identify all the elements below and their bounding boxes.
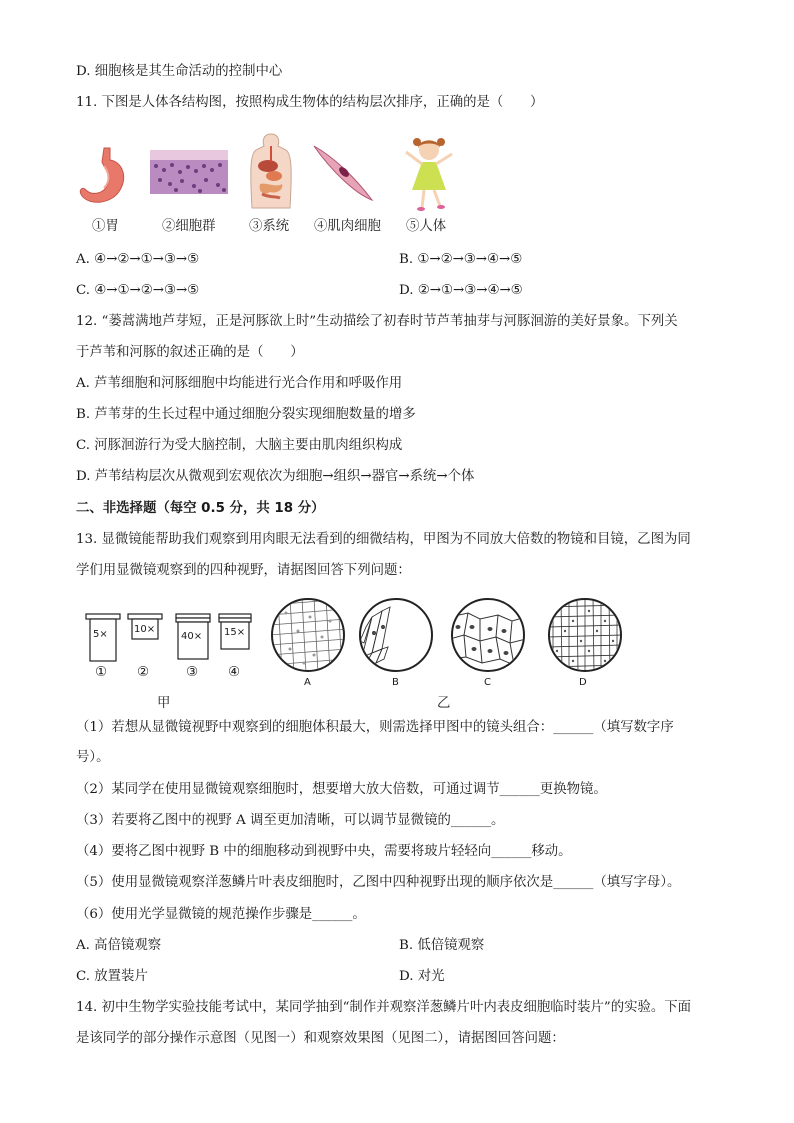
q13-sub4: （4）要将乙图中视野 B 中的细胞移动到视野中央，需要将玻片轻轻向______移动。 xyxy=(76,844,572,859)
q13-sub5: （5）使用显微镜观察洋葱鳞片叶表皮细胞时，乙图中四种视野出现的顺序依次是______（填写字母）。 xyxy=(76,875,681,890)
question-13-line1: 13. 显微镜能帮助我们观察到用肉眼无法看到的细微结构，甲图为不同放大倍数的物镜和目镜，乙图为同 xyxy=(76,532,691,547)
figure-yi-label: 乙 xyxy=(437,696,451,711)
question-14-line2: 是该同学的部分操作示意图（见图一）和观察效果图（见图二），请据图回答问题： xyxy=(76,1031,565,1046)
girl-icon xyxy=(400,134,458,212)
view-c-label: C xyxy=(484,677,491,688)
view-a-label: A xyxy=(304,677,311,688)
question-11: 11. 下图是人体各结构图，按照构成生物体的结构层次排序，正确的是（ ） xyxy=(76,95,544,110)
question-12-line2: 于芦苇和河豚的叙述正确的是（ ） xyxy=(76,345,304,360)
lens-3-number: ③ xyxy=(186,665,199,680)
q13-sub6-option-c: C. 放置装片 xyxy=(76,969,148,984)
question-14-line1: 14. 初中生物学实验技能考试中，某同学抽到“制作并观察洋葱鳞片叶内表皮细胞临时装片”的实验。下面 xyxy=(76,1000,692,1015)
q13-sub6-option-b: B. 低倍镜观察 xyxy=(399,938,485,953)
lens-3-label: 40× xyxy=(181,631,203,642)
question-13-line2: 学们用显微镜观察到的四种视野，请据图回答下列问题： xyxy=(76,563,411,578)
q11-option-d: D. ②→①→③→④→⑤ xyxy=(399,283,523,298)
option-d-previous: D. 细胞核是其生命活动的控制中心 xyxy=(76,64,283,79)
caption-stomach: ①胃 xyxy=(92,219,119,234)
figure-jia-label: 甲 xyxy=(157,696,171,711)
q12-option-b: B. 芦苇芽的生长过程中通过细胞分裂实现细胞数量的增多 xyxy=(76,407,416,422)
stomach-icon xyxy=(74,146,130,208)
q13-sub6-option-d: D. 对光 xyxy=(399,969,445,984)
caption-system: ③系统 xyxy=(249,219,290,234)
section-2-heading: 二、非选择题（每空 0.5 分，共 18 分） xyxy=(76,501,325,516)
q11-option-c: C. ④→①→②→③→⑤ xyxy=(76,283,200,298)
cell-group-icon xyxy=(150,150,228,194)
lens-1-number: ① xyxy=(95,665,108,680)
q13-sub3: （3）若要将乙图中的视野 A 调至更加清晰，可以调节显微镜的______。 xyxy=(76,813,505,828)
lens-1-label: 5× xyxy=(93,629,108,640)
microscope-view-a xyxy=(270,597,346,673)
lens-4-number: ④ xyxy=(228,665,241,680)
q11-option-a: A. ④→②→①→③→⑤ xyxy=(76,252,200,267)
q13-sub1-line2: 号）。 xyxy=(76,750,110,765)
microscope-view-c xyxy=(450,597,526,673)
q12-option-a: A. 芦苇细胞和河豚细胞中均能进行光合作用和呼吸作用 xyxy=(76,376,403,391)
q12-option-d: D. 芦苇结构层次从微观到宏观依次为细胞→组织→器官→系统→个体 xyxy=(76,469,475,484)
question-12-line1: 12. “蒌蒿满地芦芽短，正是河豚欲上时”生动描绘了初春时节芦苇抽芽与河豚洄游的美好景象。下列关 xyxy=(76,314,678,329)
lens-2-number: ② xyxy=(137,665,150,680)
microscope-view-d xyxy=(547,597,623,673)
view-d-label: D xyxy=(579,677,587,688)
digestive-system-icon xyxy=(246,132,296,210)
q13-sub6: （6）使用光学显微镜的规范操作步骤是______。 xyxy=(76,907,366,922)
caption-cell-group: ②细胞群 xyxy=(162,219,216,234)
caption-human-body: ⑤人体 xyxy=(406,219,447,234)
lens-4-label: 15× xyxy=(224,627,246,638)
q12-option-c: C. 河豚洄游行为受大脑控制，大脑主要由肌肉组织构成 xyxy=(76,438,403,453)
lens-2-label: 10× xyxy=(134,624,156,635)
q11-option-b: B. ①→②→③→④→⑤ xyxy=(399,252,523,267)
view-b-label: B xyxy=(392,677,399,688)
q13-sub6-option-a: A. 高倍镜观察 xyxy=(76,938,162,953)
q13-sub2: （2）某同学在使用显微镜观察细胞时，想要增大放大倍数，可通过调节______更换物镜。 xyxy=(76,782,607,797)
muscle-cell-icon xyxy=(312,142,374,204)
microscope-view-b xyxy=(358,597,434,673)
caption-muscle-cell: ④肌肉细胞 xyxy=(314,219,381,234)
q13-sub1-line1: （1）若想从显微镜视野中观察到的细胞体积最大，则需选择甲图中的镜头组合：______（填写数字序 xyxy=(76,720,674,735)
